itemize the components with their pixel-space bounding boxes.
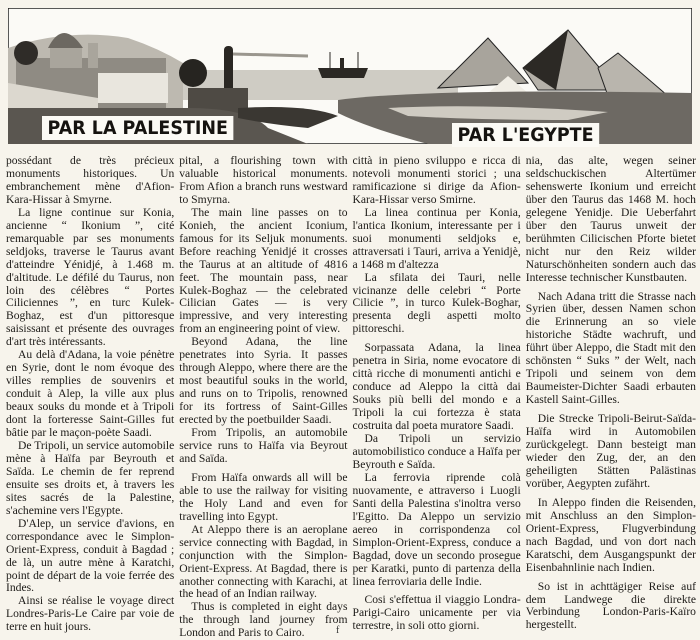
paragraph: La sfilata dei Tauri, nelle vicinanze delle celebri “ Porte Cilicie ”, in turco Kulek-Boghar, presenta degli aspetti molto pittoreschi. — [352, 270, 521, 336]
paragraph: Sorpassata Adana, la linea penetra in Siria, nome evocatore di città ricche di monumenti antichi e conduce ad Aleppo la città dai Souks più belli del mondo e a Tripoli la cui fortezza è stata costruita dal poeta muratore Saadi. — [352, 341, 521, 433]
paragraph: From Tripolis, an automobile service runs to Haïfa via Beyrout and Saïda. — [179, 426, 348, 465]
paragraph: pital, a flourishing town with valuable historical monuments. From Afion a branch runs westward to Smyrna. — [179, 154, 348, 206]
multilingual-text-columns — [6, 154, 696, 640]
banner-title-palestine: PAR LA PALESTINE — [42, 116, 233, 140]
paragraph: Ainsi se réalise le voyage direct Londres-Paris-Le Caire par voie de terre en huit jours. — [6, 594, 175, 634]
paragraph: possédant de très précieux monuments historiques. Un embranchement mène d'Afion-Kara-Hissar à Smyrne. — [6, 154, 175, 206]
paragraph: The main line passes on to Konieh, the ancient Iconium, famous for its Seljuk monuments. Before reaching Yenidjé it crosses the Taurus at an altitude of 4816 feet. The mountain pass, near Kulek-Boghaz — the celebrated Cilician Gates — is very impressive, and very interesting from an engineering point of view. — [179, 205, 348, 336]
banner-title-egypt: PAR L'EGYPTE — [452, 123, 599, 147]
paragraph: città in pieno sviluppo e ricca di notevoli monumenti storici ; una ramificazione si dirige da Afion-Kara-Hissar verso Smirne. — [352, 154, 521, 206]
paragraph: From Haïfa onwards all will be able to use the railway for visiting the Holy Land and even for travelling into Egypt. — [179, 470, 348, 523]
paragraph: Au delà d'Adana, la voie pénètre en Syrie, dont le nom évoque des villes remplies de souvenirs et conduit à Alep, la ville aux plus beaux souks du monde et à Tripoli dont la forteresse Saint-Gilles fut bâtie par le maçon-poète Saadi. — [6, 348, 175, 440]
paragraph: Da Tripoli un servizio automobilistico conduce a Haïfa per Beyrouth e Saïda. — [352, 432, 521, 471]
paragraph: La ferrovia riprende colà nuovamente, e attraverso i Luogli Santi della Palestina s'inoltra verso l'Egitto. Da Aleppo un servizio aereo in corrispondenza col Simplon-Orient-Express, conduce a Bagdad, dove un secondo prosegue per Karatki, punto di partenza della linea ferroviaria delle Indie. — [352, 470, 521, 588]
paragraph: In Aleppo finden die Reisenden, mit Anschluss an den Simplon-Orient-Express, Flugverbindung nach Bagdad, und von dort nach Karatschi, dem Ausgangspunkt der Eisenbahnlinie nach Indien. — [525, 495, 696, 574]
column-french — [6, 154, 175, 634]
paragraph: At Aleppo there is an aeroplane service connecting with Bagdad, in conjunction with the Simplon-Orient-Express. At Bagdad, there is another connecting with Karachi, at the head of an Indian railway. — [179, 522, 348, 601]
column-english — [179, 154, 348, 640]
page-folio-mark: f — [336, 625, 340, 636]
paragraph: Nach Adana tritt die Strasse nach Syrien über, dessen Namen schon die Erinnerung an so viele historiche Städte wachruft, und führt über Aleppo, die Stadt mit den schönsten “ Suks ” der Welt, nach Tripoli und seinem von dem Baumeister-Dichter Saadi erbauten Kastell Saint-Gilles. — [525, 289, 696, 407]
paragraph: Beyond Adana, the line penetrates into Syria. It passes through Aleppo, where there are the most beautiful souks in the world, and runs on to Tripolis, renowned for its fortress of Saint-Gilles erected by the poetbuilder Saadi. — [179, 335, 348, 427]
paragraph: Cosi s'effettua il viaggio Londra-Parigi-Cairo unicamente per via terrestre, in soli otto giorni. — [352, 593, 521, 633]
paragraph: Thus is completed in eight days the through land journey from London and Paris to Cairo. — [179, 600, 348, 640]
header-illustration — [8, 8, 692, 144]
paragraph: nia, das alte, wegen seiner seldschuckischen Altertümer sehenswerte Ikonium und erreicht über den Taurus das 1468 M. hoch gelegene Yenidje. Die Ueberfahrt über den Taurus unweit der berühmten Cilicischen Pforte bietet nicht nur den Reiz wilder Naturschönheiten sondern auch das Interesse technischer Kunstbauten. — [525, 154, 696, 284]
paragraph: La ligne continue sur Konia, ancienne “ Ikonium ”, cité remarquable par ses monuments seldjoks, traverse le Taurus avant d'atteindre Yénidjé, à 1.468 m. d'altitude. Le défilé du Taurus, non loin des célèbres “ Portes Ciliciennes ”, en turc Kulek-Boghaz, est d'un pittoresque saisissant et présente des ouvrages d'art très intéressants. — [6, 205, 175, 349]
paragraph: So ist in achttägiger Reise auf dem Landwege die direkte Verbindung London-Paris-Kaïro hergestellt. — [525, 579, 696, 632]
column-italian — [352, 154, 521, 633]
paragraph: D'Alep, un service d'avions, en correspondance avec le Simplon-Orient-Express, conduit à Bagdad ; de là, un autre mène à Karatchi, point de départ de la voie ferrée des Indes. — [6, 516, 175, 595]
paragraph: La linea continua per Konia, l'antica Ikonium, interessante per i suoi monumenti seldjoks e, attraversati i Tauri, arriva a Yenidjè, a 1468 m d'altezza — [352, 205, 521, 271]
column-german — [526, 155, 696, 630]
paragraph: Die Strecke Tripoli-Beirut-Saïda-Haïfa wird in Automobilen zurückgelegt. Dann besteigt man wieder den Zug, der, an den geheiligten Stätten Palästinas vorüber, Aegypten zufährt. — [525, 412, 696, 490]
paragraph: De Tripoli, un service automobile mène à Haïfa par Beyrouth et Saïda. Le chemin de fer reprend ensuite ses droits et, à travers les sites sacrés de la Palestine, s'achemine vers l'Egypte. — [6, 438, 175, 517]
